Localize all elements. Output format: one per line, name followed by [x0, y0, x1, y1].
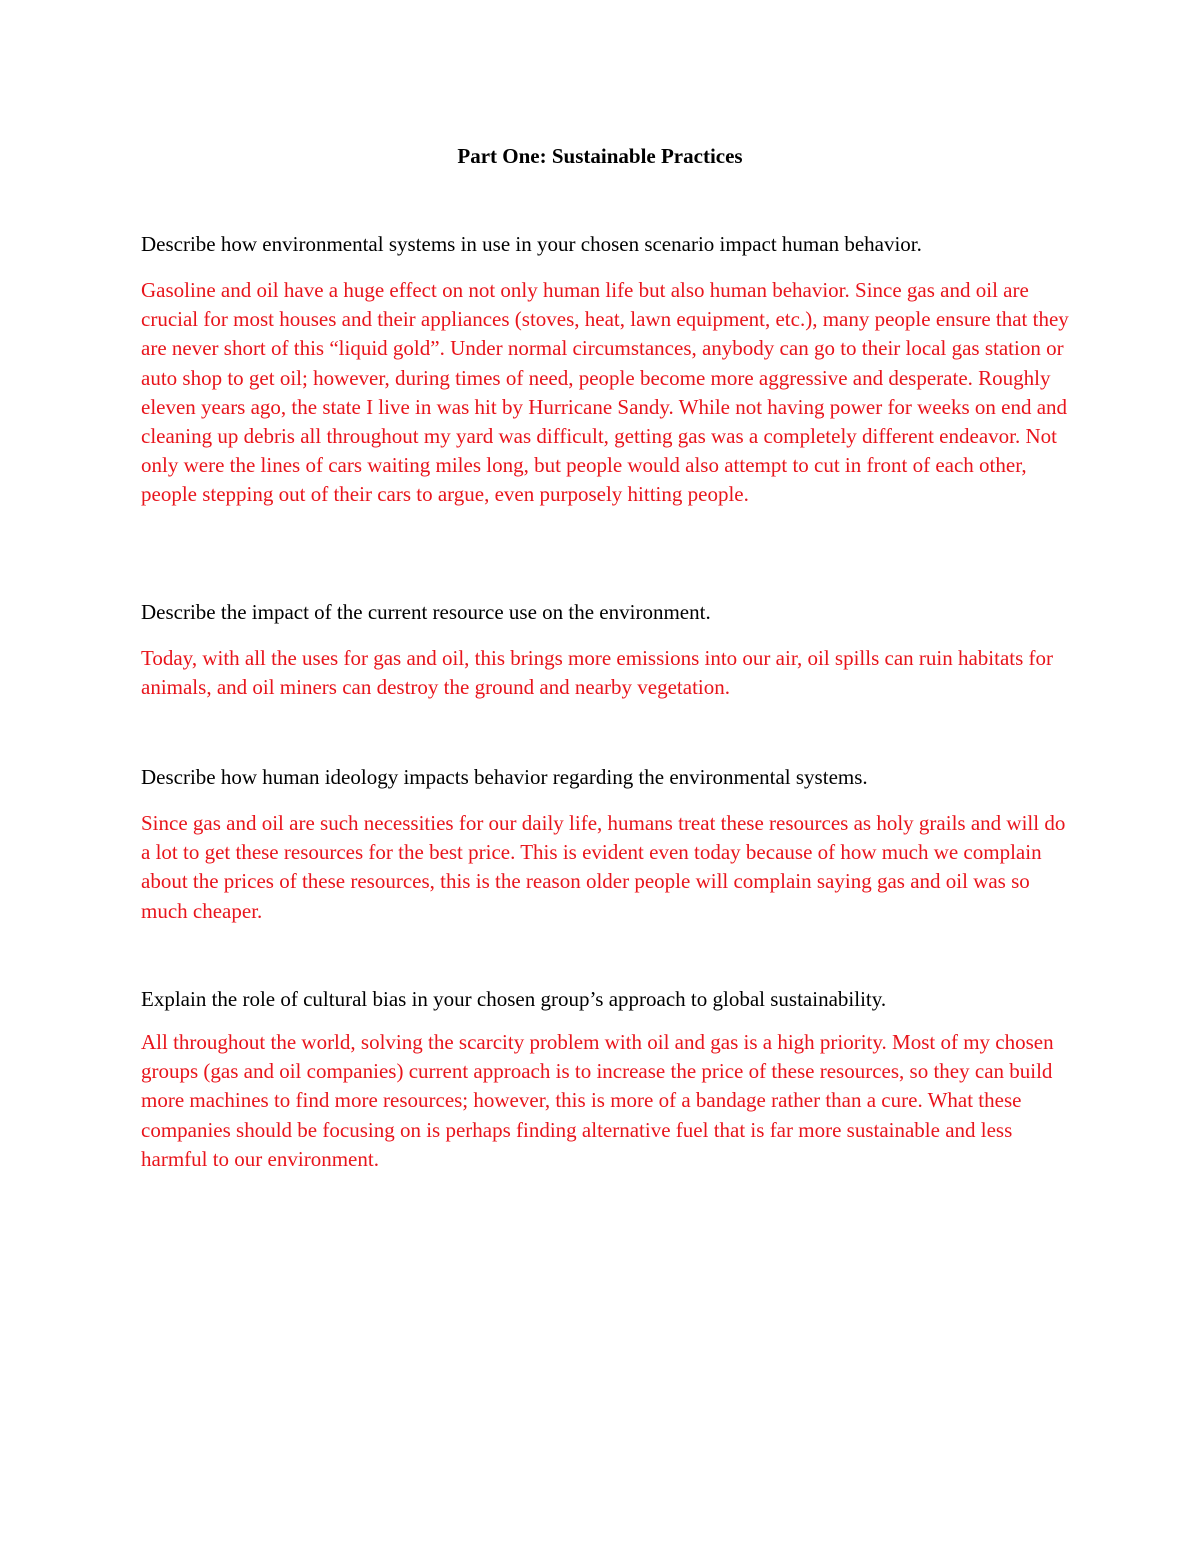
question-2-prompt: Describe the impact of the current resource use on the environment. — [141, 600, 711, 624]
question-1-prompt: Describe how environmental systems in use in your chosen scenario impact human behavior. — [141, 232, 922, 256]
question-1-answer: Gasoline and oil have a huge effect on not only human life but also human behavior. Since gas and oil are crucial for most houses and their appliances (stoves, heat, lawn equipment, etc.), many people ensure that they are never short of this “liquid gold”. Under normal circumstances, anybody can go to their local gas station or auto shop to get oil; however, during times of need, people become more aggressive and desperate. Roughly eleven years ago, the state I live in was hit by Hurricane Sandy. While not having power for weeks on end and cleaning up debris all throughout my yard was difficult, getting gas was a completely different endeavor. Not only were the lines of cars waiting miles long, but people would also attempt to cut in front of each other, people stepping out of their cars to argue, even purposely hitting people. — [141, 278, 1069, 507]
question-3-answer: Since gas and oil are such necessities for our daily life, humans treat these resources as holy grails and will do a lot to get these resources for the best price. This is evident even today because of how much we complain about the prices of these resources, this is the reason older people will complain saying gas and oil was so much cheaper. — [141, 811, 1066, 923]
question-4-answer: All throughout the world, solving the scarcity problem with oil and gas is a high priority. Most of my chosen groups (gas and oil companies) current approach is to increase the price of these resources, so they can build more machines to find more resources; however, this is more of a bandage rather than a cure. What these companies should be focusing on is perhaps finding alternative fuel that is far more sustainable and less harmful to our environment. — [141, 1030, 1054, 1171]
question-2-answer: Today, with all the uses for gas and oil, this brings more emissions into our air, oil spills can ruin habitats for animals, and oil miners can destroy the ground and nearby vegetation. — [141, 646, 1054, 700]
question-3-prompt: Describe how human ideology impacts behavior regarding the environmental systems. — [141, 765, 868, 789]
page-title: Part One: Sustainable Practices — [457, 144, 743, 168]
question-4-prompt: Explain the role of cultural bias in your chosen group’s approach to global sustainability. — [141, 987, 887, 1011]
